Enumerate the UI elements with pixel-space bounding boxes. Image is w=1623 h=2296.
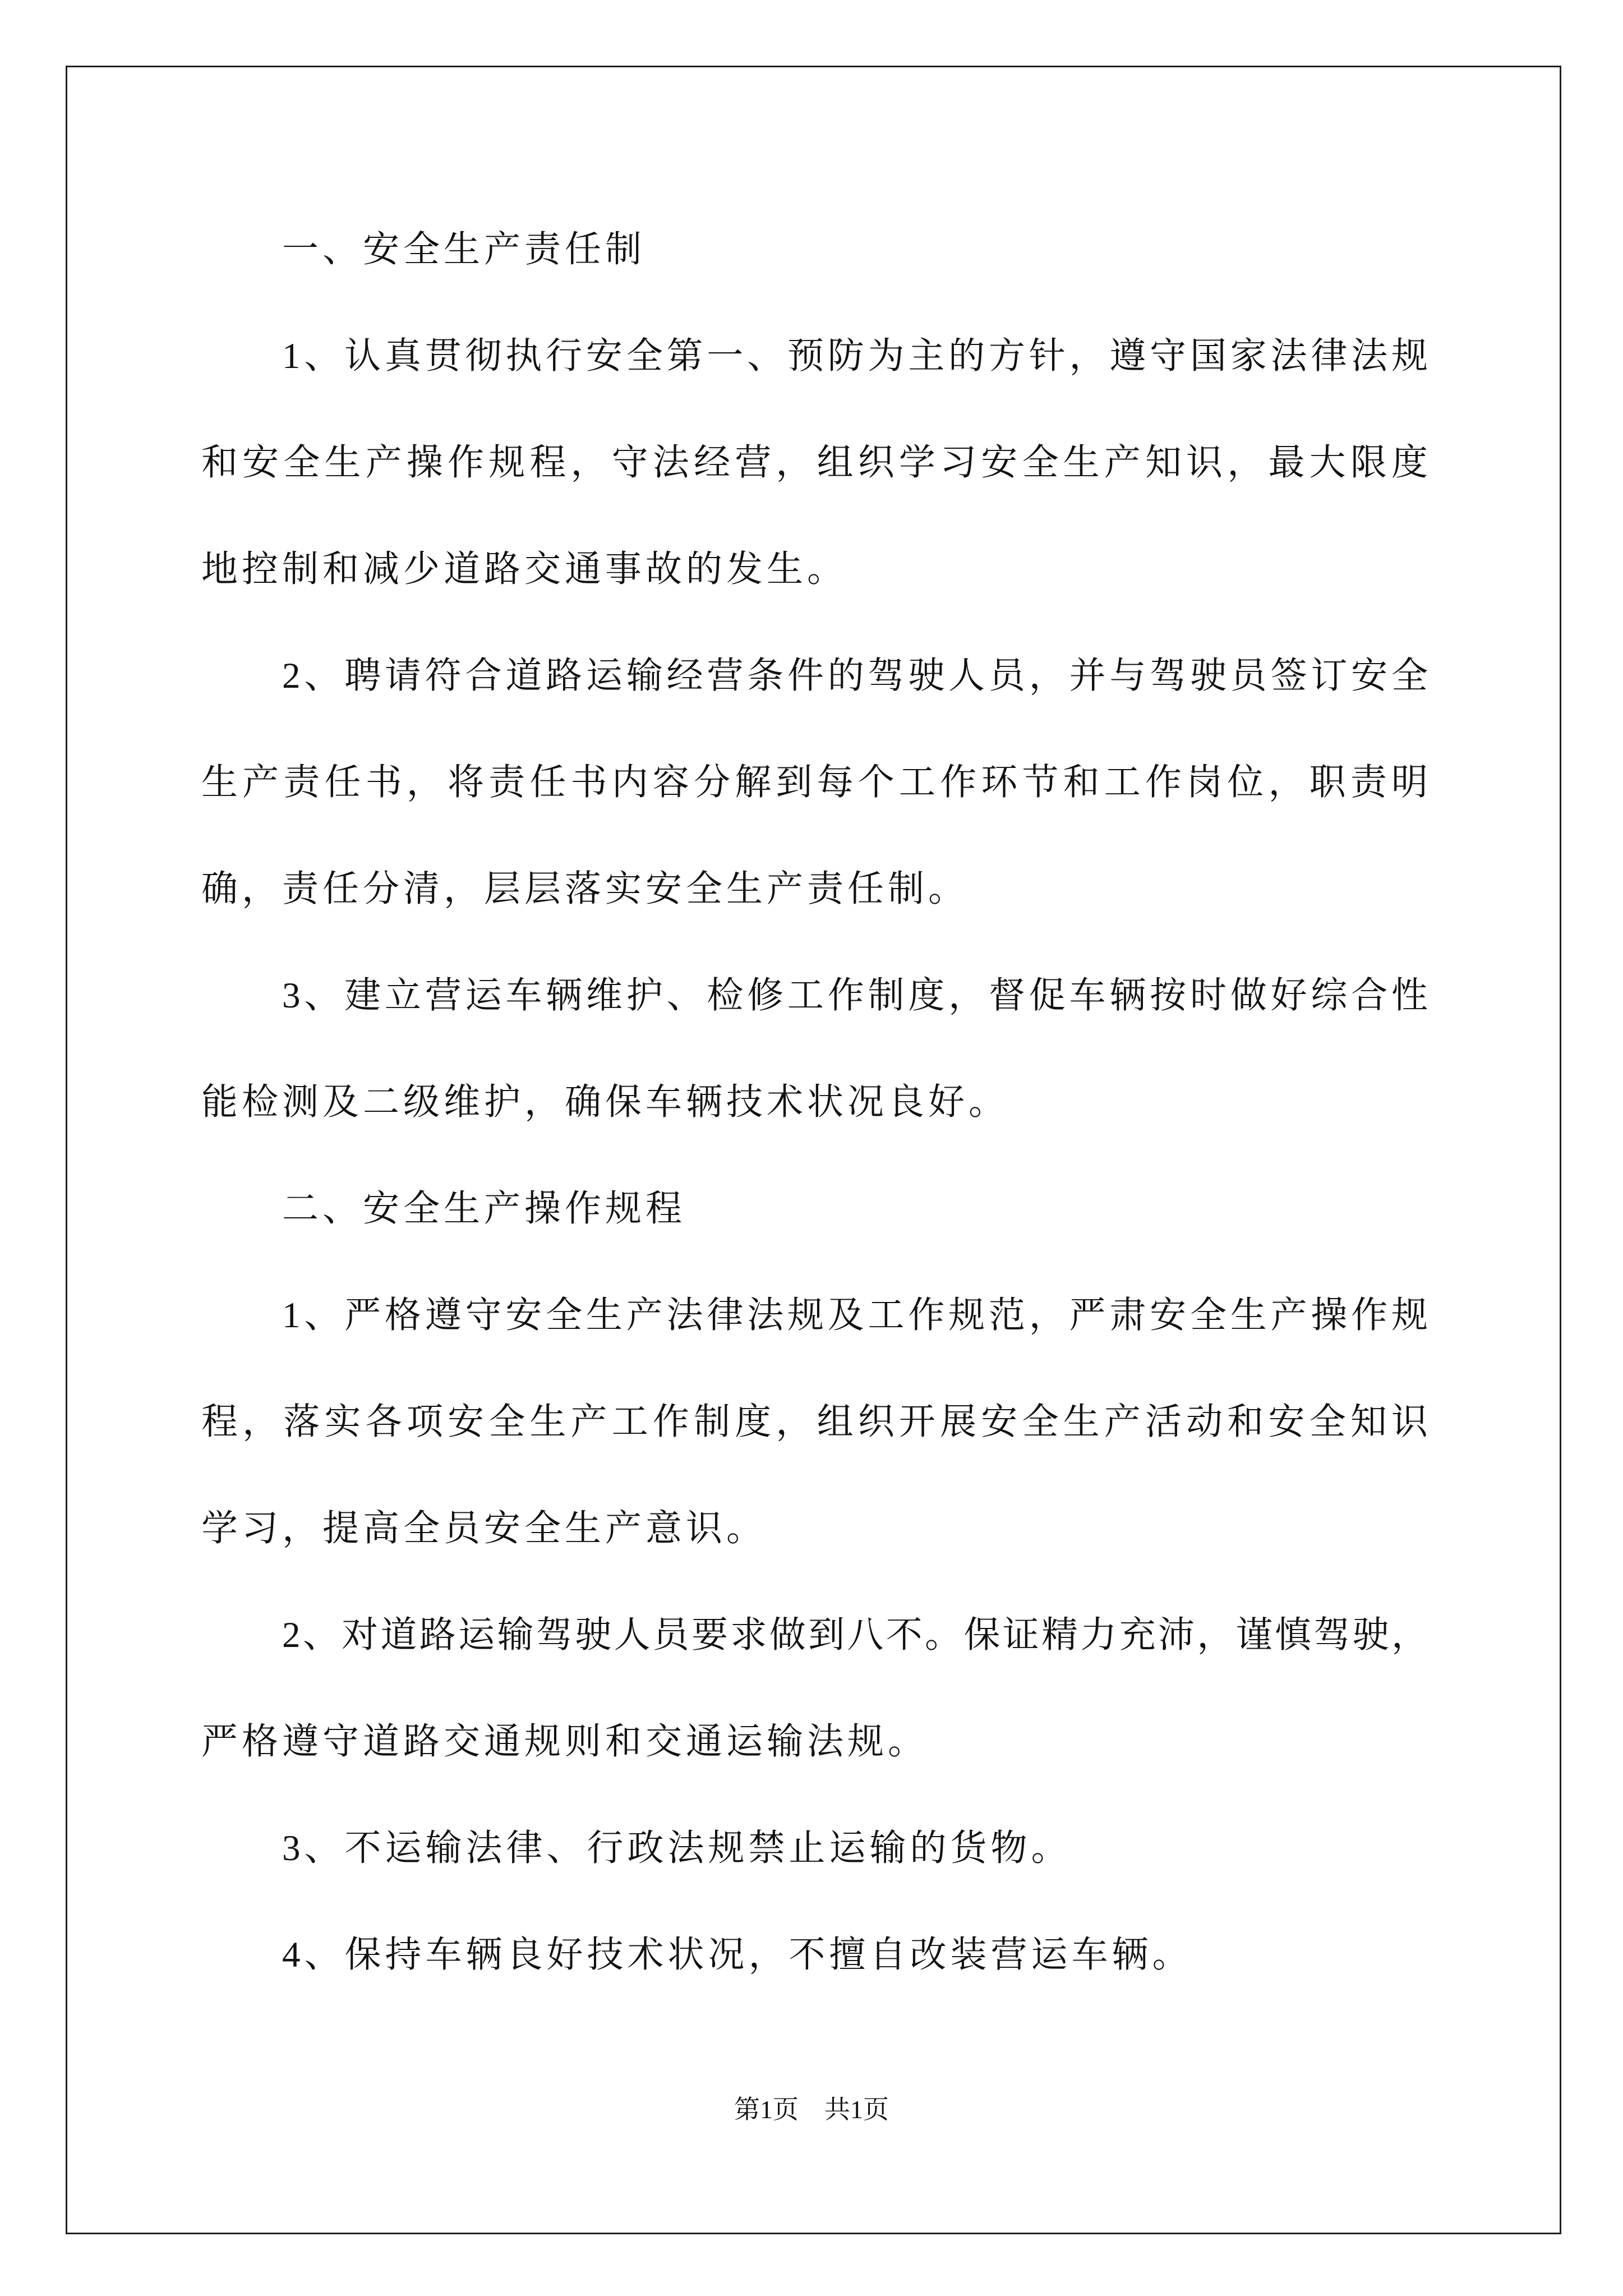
section-heading: [201, 1156, 1428, 1262]
text-line-content: 和安全生产操作规程，守法经营，组织学习安全生产知识，最大限度: [201, 443, 1433, 483]
text-line: [201, 1475, 1428, 1582]
text-line-content: 3、建立营运车辆维护、检修工作制度，督促车辆按时做好综合性: [282, 976, 1432, 1016]
text-line-content: 确，责任分清，层层落实安全生产责任制。: [201, 869, 969, 909]
text-line-content: 2、对道路运输驾驶人员要求做到八不。保证精力充沛，谨慎驾驶，: [282, 1615, 1431, 1655]
text-line: [201, 1902, 1428, 2008]
text-line: [201, 409, 1433, 516]
text-line-content: 地控制和减少道路交通事故的发生。: [201, 549, 848, 590]
text-line-content: 二、安全生产操作规程: [282, 1189, 686, 1229]
paragraph: [201, 1795, 1428, 1902]
text-line-content: 程，落实各项安全生产工作制度，组织开展安全生产活动和安全知识: [201, 1402, 1433, 1442]
paragraph: [201, 942, 1432, 1156]
text-line-content: 4、保持车辆良好技术状况，不擅自改装营运车辆。: [282, 1935, 1193, 1975]
text-line: [201, 516, 1428, 623]
text-line: [201, 1369, 1433, 1475]
text-line-content: 严格遵守道路交通规则和交通运输法规。: [201, 1722, 929, 1762]
text-line: [201, 1795, 1428, 1902]
text-line-content: 生产责任书，将责任书内容分解到每个工作环节和工作岗位，职责明: [201, 762, 1433, 803]
text-line-content: 学习，提高全员安全生产意识。: [201, 1508, 767, 1549]
page-count: 共1页: [824, 2095, 889, 2124]
text-line: [201, 1049, 1428, 1156]
text-line-content: 1、认真贯彻执行安全第一、预防为主的方针，遵守国家法律法规: [282, 336, 1432, 376]
text-line: [201, 623, 1432, 729]
section-heading: [201, 196, 1428, 303]
paragraph: [201, 1582, 1431, 1795]
page-number: 第1页: [734, 2095, 799, 2124]
text-line-content: 3、不运输法律、行政法规禁止运输的货物。: [282, 1828, 1072, 1869]
text-line: [201, 303, 1432, 409]
paragraph: [201, 1262, 1433, 1582]
text-line-content: 一、安全生产责任制: [282, 229, 646, 270]
text-line: [201, 1582, 1431, 1688]
text-line: [201, 1156, 1428, 1262]
paragraph: [201, 303, 1433, 623]
page-footer: [0, 2093, 1623, 2127]
text-line-content: 1、严格遵守安全生产法律法规及工作规范，严肃安全生产操作规: [282, 1295, 1432, 1336]
document-body: [201, 196, 1433, 2008]
text-line-content: 2、聘请符合道路运输经营条件的驾驶人员，并与驾驶员签订安全: [282, 656, 1432, 696]
text-line: [201, 942, 1432, 1049]
text-line: [201, 1688, 1428, 1795]
paragraph: [201, 623, 1433, 942]
text-line: [201, 1262, 1432, 1369]
paragraph: [201, 1902, 1428, 2008]
text-line-content: 能检测及二级维护，确保车辆技术状况良好。: [201, 1082, 1009, 1122]
text-line: [201, 729, 1433, 836]
text-line: [201, 836, 1428, 942]
text-line: [201, 196, 1428, 303]
